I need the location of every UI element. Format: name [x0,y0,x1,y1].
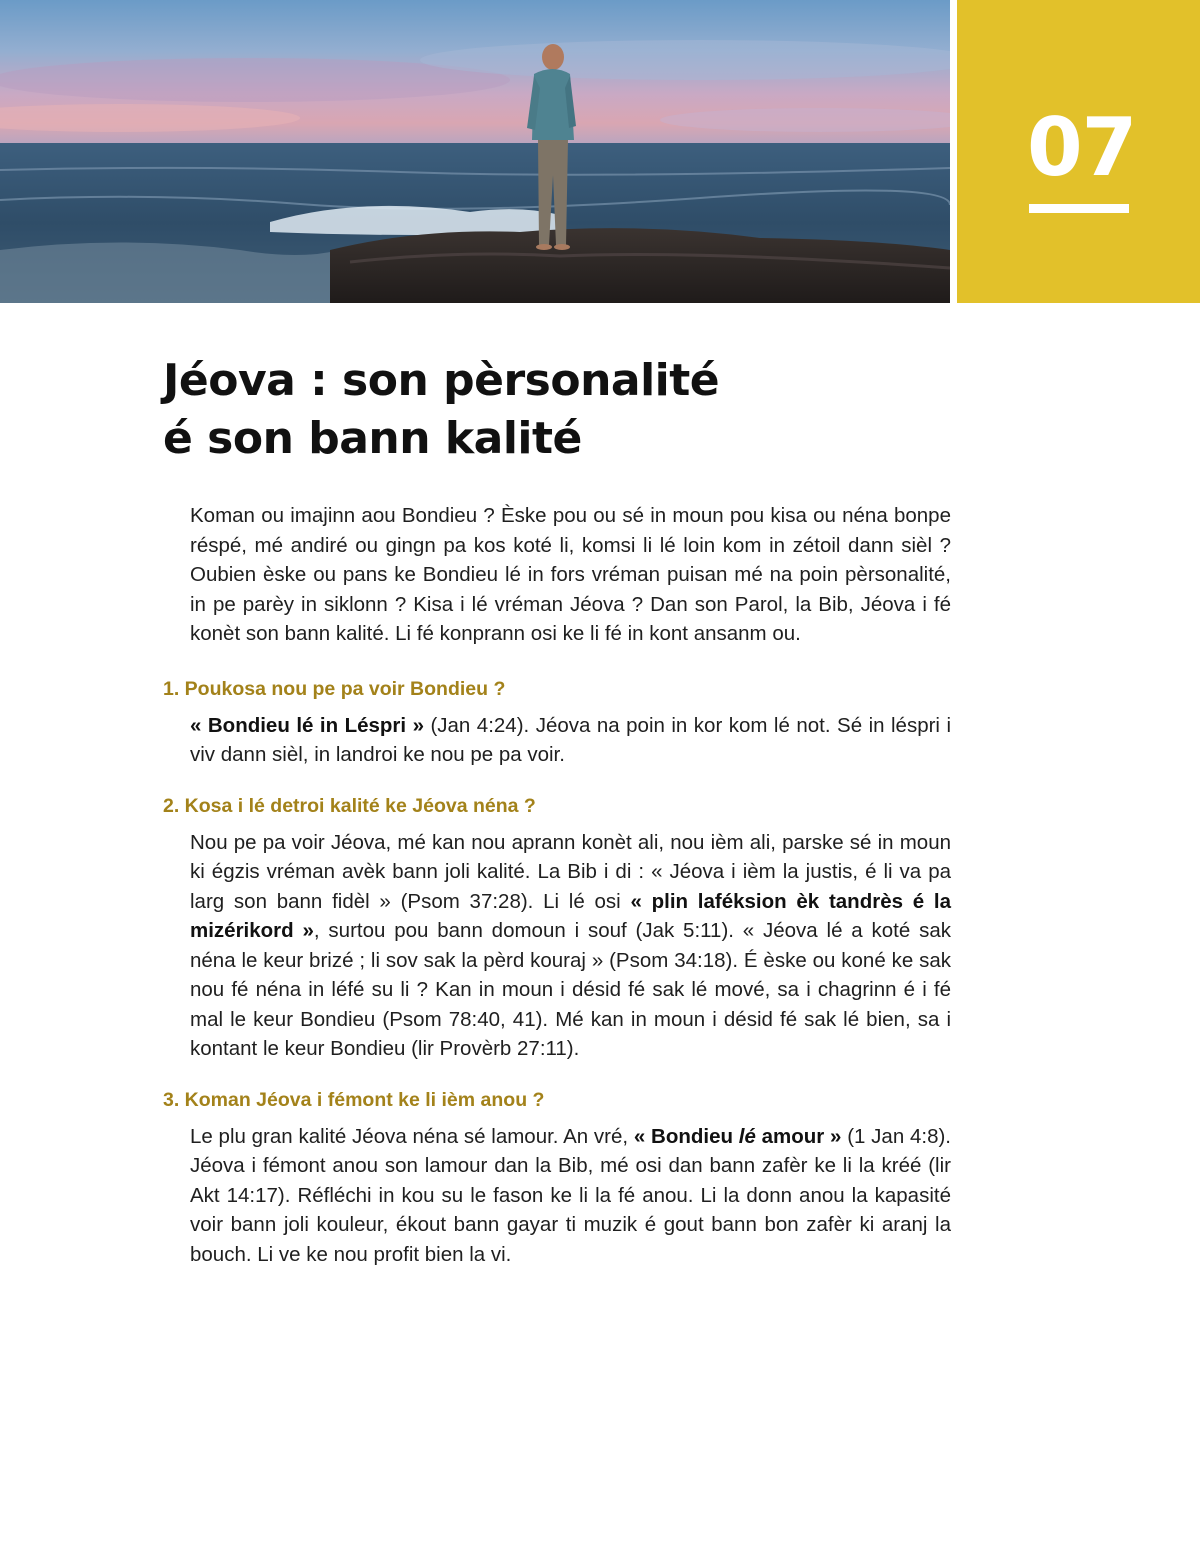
answer-1 [190,711,951,770]
answer-2-bold: « plin laféksion èk tandrès é la mizérikord » [190,889,951,942]
lesson-body [163,501,951,1269]
chapter-rule [1029,204,1129,213]
answer-3-bold-italic [739,1125,756,1148]
answer-2 [190,828,951,1064]
chapter-badge [957,0,1200,303]
question-2: 2. Kosa i lé detroi kalité ke Jéova néna ? [163,794,536,817]
answer-2-text-a: Nou pe pa voir Jéova, mé kan nou aprann konèt ali, nou ièm ali, parske sé in moun ki égzis vréman avèk bann joli kalité. La Bib i di : « Jéova i ièm la justis, é li va pa larg son bann fidèl » (Psom 37:28). Li lé osi [190,830,951,913]
page-title [163,352,923,468]
hero-photo [0,0,950,303]
answer-3-italic: lé [738,1124,756,1148]
answer-1-text: (Jan 4:24). Jéova na poin in kor kom lé not. Sé in léspri i viv dann sièl, in landroi ke nou pe pa voir. [190,713,952,766]
answer-2-text-b: , surtou pou bann domoun i souf (Jak 5:11). « Jéova lé a koté sak néna le keur brizé ; li sov sak la pèrd kouraj » (Psom 34:18). É èske ou koné ke sak nou fé néna in léfé su li ? Kan in moun i désid fé sak lé mové, sa i chagrinn é i fé mal le keur Bondieu (Psom 78:40, 41). Mé kan in moun i désid fé sak lé bien, sa i kontant le keur Bondieu (lir Provèrb 27:11). [190,919,951,1060]
question-1: 1. Poukosa nou pe pa voir Bondieu ? [163,677,506,700]
answer-3-text-b: (1 Jan 4:8). Jéova i fémont anou son lamour dan la Bib, mé osi dan bann zafèr ke li la kréé (lir Akt 14:17). Réfléchi in kou su le fason ke li la fé anou. Li la donn anou la kapasité voir bann joli kouleur, ékout bann gayar ti muzik é gout bann bon zafèr ki aranj la bouch. Li ve ke nou profit bien la vi. [190,1124,951,1266]
answer-3-bold-b: amour » [755,1124,842,1148]
question-3: 3. Koman Jéova i fémont ke li ièm anou ? [163,1088,545,1111]
title-line-2: é son bann kalité [163,413,582,464]
answer-3-text-a: Le plu gran kalité Jéova néna sé lamour. An vré, [190,1124,634,1148]
answer-3-bold-a: « Bondieu [633,1124,739,1148]
answer-1-bold: « Bondieu lé in Léspri » [190,713,424,737]
chapter-number: 07 [1027,101,1137,194]
title-line-1: Jéova : son pèrsonalité [163,355,720,406]
man-by-sea-image [0,0,950,303]
answer-3 [190,1122,951,1270]
intro-paragraph: Koman ou imajinn aou Bondieu ? Èske pou ou sé in moun pou kisa ou néna bonpe réspé, mé andiré ou gingn pa kos koté li, komsi li lé loin kom in zétoil dann sièl ? Oubien èske ou pans ke Bondieu lé in fors vréman puisan mé na poin pèrsonalité, in pe parèy in siklonn ? Kisa i lé vréman Jéova ? Dan son Parol, la Bib, Jéova i fé konèt son bann kalité. Li fé konprann osi ke li fé in kont ansanm ou. [190,504,951,645]
